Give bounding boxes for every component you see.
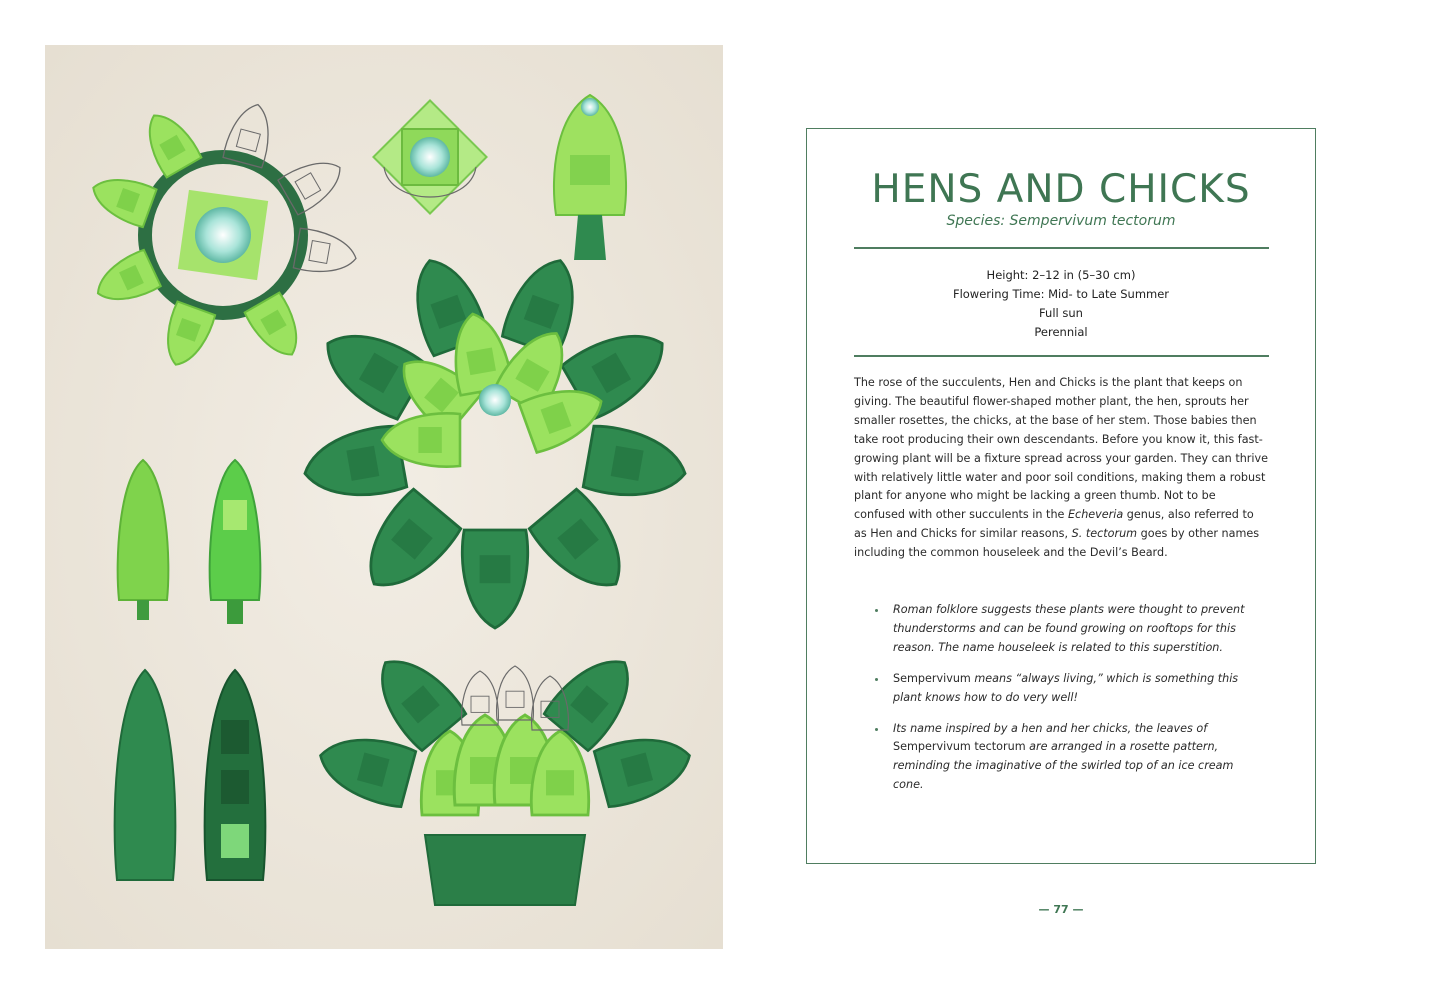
illustration-art: [45, 45, 723, 949]
fact-sun: Full sun: [1039, 306, 1083, 320]
succulent-illustration: [45, 45, 723, 949]
divider-top: [854, 247, 1269, 249]
bullet-name-meaning: [873, 670, 1253, 708]
description-part-1: The rose of the succulents, Hen and Chicks is the plant that keeps on giving. The beautiful flower-shaped mother plant, the hen, sprouts her smaller rosettes, the chicks, at the base of her stem. Those babies then take root producing their own descendants. Before you know it, this fast-growing plant will be a fixture spread across your garden. They can thrive with relatively little water and poor soil conditions, making them a robust plant for anyone who might be lacking a green thumb. Not to be confused with other succulents in the: [854, 376, 1269, 522]
description-part-2: genus, also referred to as Hen and Chicks for similar reasons,: [854, 508, 1254, 541]
plant-info-card: [806, 128, 1316, 864]
description-paragraph: [854, 374, 1269, 563]
fact-lifecycle: Perennial: [1034, 325, 1088, 339]
plant-facts: [807, 266, 1315, 342]
fact-flowering-time: Flowering Time: Mid- to Late Summer: [952, 287, 1170, 301]
description-genus: Echeveria: [1067, 508, 1124, 522]
description-species: S. tectorum: [1071, 527, 1138, 541]
bullet-folklore-text: Roman folklore suggests these plants were thought to prevent thunderstorms and can be found growing on rooftops for this reason. The name houseleek is related to this superstition.: [893, 603, 1245, 654]
facts-list: [873, 601, 1253, 807]
bullet-folklore: [873, 601, 1253, 658]
species-subtitle: Species: Sempervivum tectorum: [946, 213, 1176, 229]
bullet-rosette-text-a: Its name inspired by a hen and her chicks, the leaves of: [893, 721, 1208, 735]
bullet-rosette: [873, 720, 1253, 796]
page-title: HENS AND CHICKS: [871, 167, 1251, 212]
bullet-rosette-term: Sempervivum tectorum: [893, 740, 1026, 754]
description-part-3: goes by other names including the common houseleek and the Devil’s Beard.: [854, 527, 1260, 560]
divider-bottom: [854, 355, 1269, 357]
bullet-rosette-text-b: are arranged in a rosette pattern, reminding the imaginative of the swirled top of an ice cream cone.: [893, 740, 1234, 792]
bullet-name-meaning-term: Sempervivum: [893, 671, 971, 685]
bullet-name-meaning-text: means “always living,” which is something this plant knows how to do very well!: [893, 671, 1239, 704]
fact-height: Height: 2–12 in (5–30 cm): [986, 268, 1136, 282]
page-number: — 77 —: [1038, 903, 1084, 916]
